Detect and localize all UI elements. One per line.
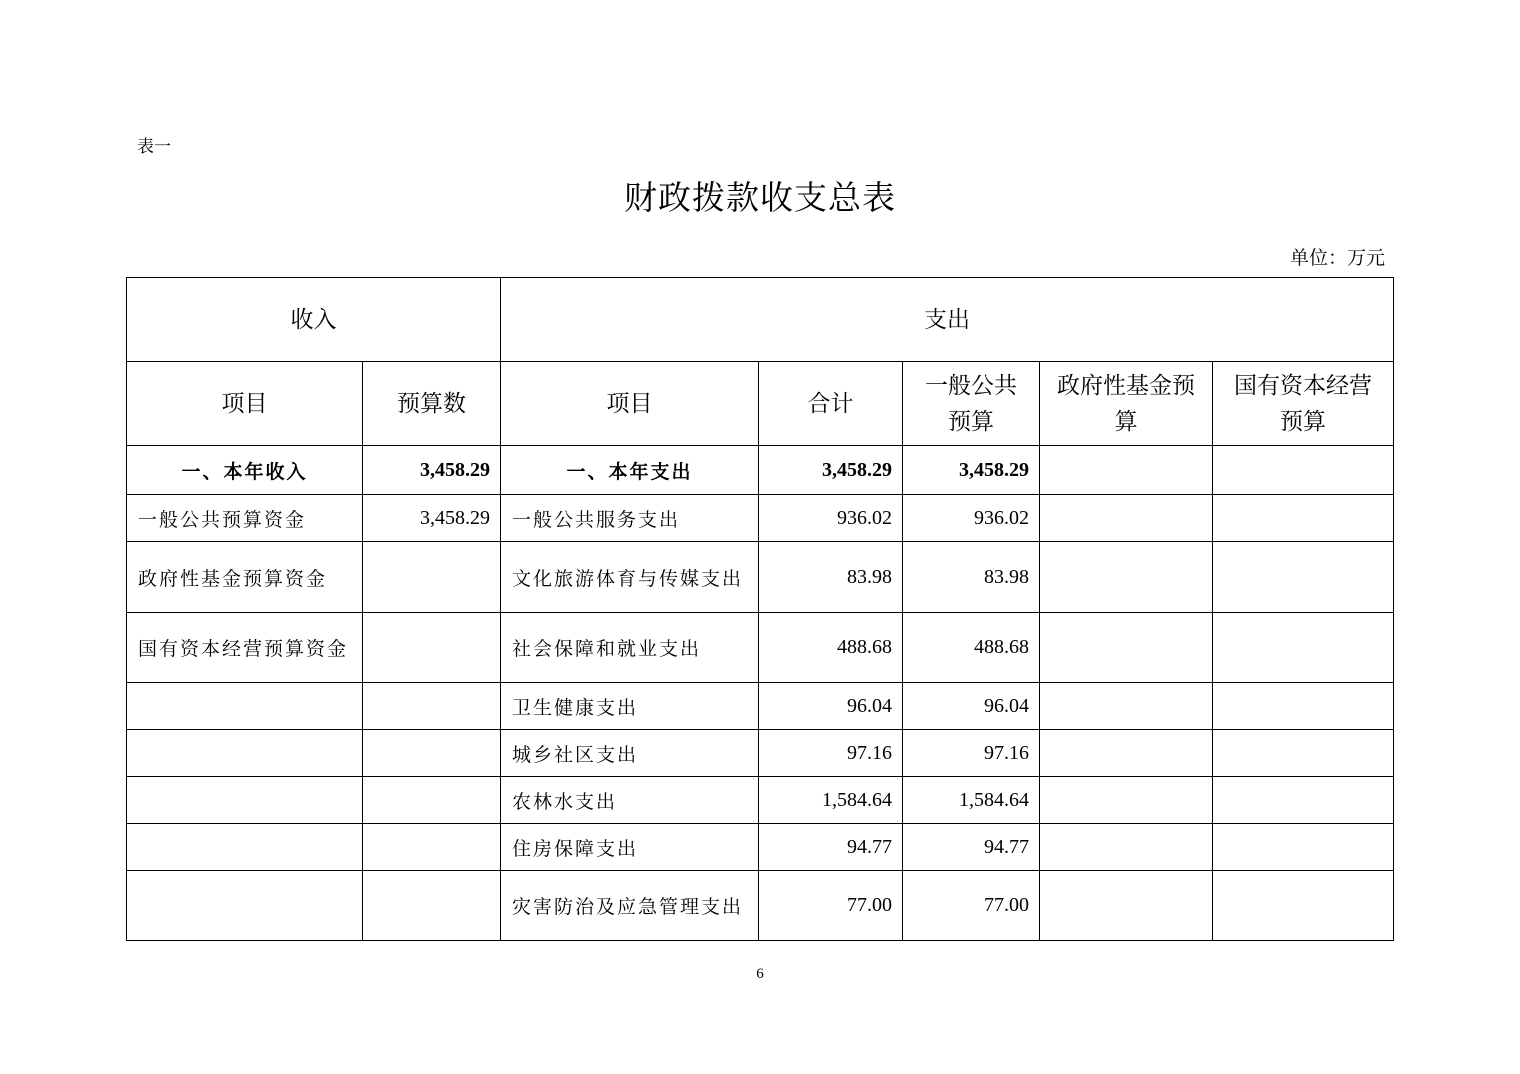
expense-summary-label: 一、本年支出 (501, 446, 759, 495)
table-row (127, 824, 1394, 871)
page-number: 6 (756, 966, 764, 982)
income-value (363, 871, 501, 941)
expense-total: 77.00 (759, 871, 903, 941)
expense-total: 96.04 (759, 683, 903, 730)
expense-total: 97.16 (759, 730, 903, 777)
income-value (363, 777, 501, 824)
income-item (127, 777, 363, 824)
income-budget-header: 预算数 (363, 362, 501, 446)
general-budget-header-line1: 一般公共 (925, 372, 1017, 399)
income-item-header: 项目 (127, 362, 363, 446)
income-item: 一般公共预算资金 (127, 495, 363, 542)
fund-cell (1040, 871, 1213, 941)
page-title: 财政拨款收支总表 (624, 178, 896, 217)
fund-cell (1040, 613, 1213, 683)
expense-item: 文化旅游体育与传媒支出 (501, 542, 759, 613)
expense-summary-total: 3,458.29 (759, 446, 903, 495)
income-item: 国有资本经营预算资金 (127, 613, 363, 683)
income-item (127, 730, 363, 777)
expense-item: 灾害防治及应急管理支出 (501, 871, 759, 941)
income-item: 政府性基金预算资金 (127, 542, 363, 613)
expense-item: 卫生健康支出 (501, 683, 759, 730)
state-capital-cell (1213, 730, 1394, 777)
state-capital-header-line1: 国有资本经营 (1234, 372, 1372, 399)
fund-cell (1040, 824, 1213, 871)
table-row (127, 777, 1394, 824)
state-capital-header-line2: 预算 (1280, 408, 1326, 435)
fund-cell (1040, 542, 1213, 613)
income-value (363, 542, 501, 613)
income-value (363, 824, 501, 871)
finance-table (126, 277, 1394, 941)
income-item (127, 824, 363, 871)
table-tag: 表一 (137, 137, 171, 157)
summary-row (127, 446, 1394, 495)
fund-cell (1040, 730, 1213, 777)
expense-item: 社会保障和就业支出 (501, 613, 759, 683)
expense-general: 936.02 (903, 495, 1040, 542)
fund-budget-header-line1: 政府性基金预 (1057, 372, 1195, 399)
state-capital-cell (1213, 824, 1394, 871)
column-header-row (127, 362, 1394, 446)
income-summary-value: 3,458.29 (363, 446, 501, 495)
total-header: 合计 (759, 362, 903, 446)
table-row (127, 613, 1394, 683)
general-budget-header-line2: 预算 (948, 408, 994, 435)
fund-budget-header (1040, 362, 1213, 446)
expense-general: 488.68 (903, 613, 1040, 683)
expense-general: 77.00 (903, 871, 1040, 941)
expense-total: 488.68 (759, 613, 903, 683)
expense-general: 94.77 (903, 824, 1040, 871)
table-row (127, 495, 1394, 542)
expense-general: 97.16 (903, 730, 1040, 777)
general-budget-header (903, 362, 1040, 446)
expense-item: 一般公共服务支出 (501, 495, 759, 542)
table-row (127, 730, 1394, 777)
fund-cell (1040, 777, 1213, 824)
state-capital-cell (1213, 542, 1394, 613)
table-row (127, 871, 1394, 941)
expense-group-header: 支出 (501, 278, 1394, 362)
table-row (127, 542, 1394, 613)
income-value (363, 730, 501, 777)
state-capital-cell (1213, 613, 1394, 683)
expense-item: 农林水支出 (501, 777, 759, 824)
state-capital-cell (1213, 871, 1394, 941)
expense-general: 1,584.64 (903, 777, 1040, 824)
group-header-row (127, 278, 1394, 362)
state-capital-header (1213, 362, 1394, 446)
fund-budget-header-line2: 算 (1114, 408, 1138, 435)
table-row (127, 683, 1394, 730)
fund-cell (1040, 683, 1213, 730)
expense-total: 83.98 (759, 542, 903, 613)
unit-label: 单位：万元 (1289, 247, 1385, 269)
fund-cell (1040, 446, 1213, 495)
income-value: 3,458.29 (363, 495, 501, 542)
expense-summary-general: 3,458.29 (903, 446, 1040, 495)
expense-item: 住房保障支出 (501, 824, 759, 871)
expense-item: 城乡社区支出 (501, 730, 759, 777)
income-value (363, 613, 501, 683)
state-capital-cell (1213, 683, 1394, 730)
expense-total: 936.02 (759, 495, 903, 542)
state-capital-cell (1213, 446, 1394, 495)
fund-cell (1040, 495, 1213, 542)
income-item (127, 683, 363, 730)
state-capital-cell (1213, 495, 1394, 542)
income-value (363, 683, 501, 730)
expense-general: 96.04 (903, 683, 1040, 730)
income-summary-label: 一、本年收入 (127, 446, 363, 495)
income-group-header: 收入 (127, 278, 501, 362)
state-capital-cell (1213, 777, 1394, 824)
expense-item-header: 项目 (501, 362, 759, 446)
expense-total: 1,584.64 (759, 777, 903, 824)
expense-total: 94.77 (759, 824, 903, 871)
income-item (127, 871, 363, 941)
expense-general: 83.98 (903, 542, 1040, 613)
